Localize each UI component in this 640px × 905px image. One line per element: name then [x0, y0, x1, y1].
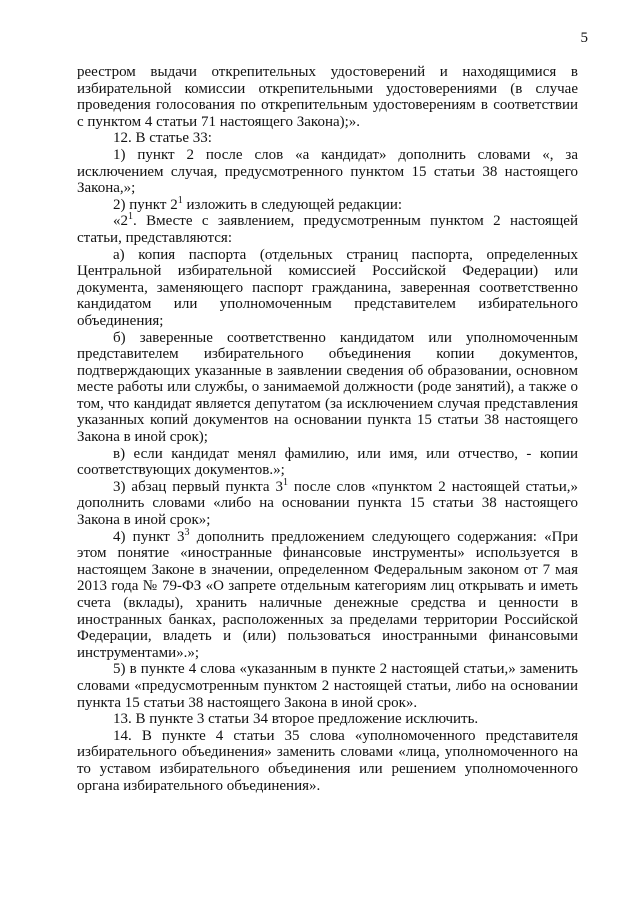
- paragraph: 12. В статье 33:: [113, 130, 212, 147]
- page-number: 5: [580, 30, 588, 46]
- superscript: 1: [282, 476, 288, 488]
- paragraph: 4) пункт $3^3$ дополнить предложением следующего содержания: «При этом понятие «иностранные финансовые инструменты» используется в настоящем Законе в значении, определенном Федеральным законом от 7 мая 2013 года № 79-ФЗ «О запрете отдельным категориям лиц открывать и иметь счета (вклады), хранить наличные денежные средства и ценности в иностранных банках, расположенных за пределами территории Российской Федерации, владеть и (или) пользоваться иностранными финансовыми инструментами».»;: [77, 526, 578, 661]
- paragraph: 3) абзац первый пункта $3^1$ после слов «пунктом 2 настоящей статьи,» дополнить словами «либо на основании пункта 15 статьи 38 настоящего Закона в иной срок»;: [77, 476, 579, 529]
- paragraph: реестром выдачи открепительных удостоверений и находящимися в избирательной комиссии открепительными удостоверениями (в случае проведения голосования по открепительным удостоверениям в соответствии с пунктом 4 статьи 71 настоящего Закона);».: [77, 64, 578, 130]
- paragraph: «$2^1$. Вместе с заявлением, предусмотренным пунктом 2 настоящей статьи, представляются:: [77, 211, 578, 246]
- paragraph: а) копия паспорта (отдельных страниц паспорта, определенных Центральной избирательной комиссией Российской Федерации) или документа, заменяющего паспорт гражданина, заверенная соответственно кандидатом или уполномоченным представителем избирательного объединения;: [77, 246, 578, 329]
- paragraph: 1) пункт 2 после слов «а кандидат» дополнить словами «, за исключением случая, предусмотренного пунктом 15 статьи 38 настоящего Закона,»;: [77, 146, 578, 197]
- superscript: 1: [177, 194, 183, 206]
- paragraph: в) если кандидат менял фамилию, или имя, или отчество, - копии соответствующих документов.»;: [77, 445, 578, 479]
- paragraph: 13. В пункте 3 статьи 34 второе предложение исключить.: [113, 711, 479, 728]
- paragraph: 2) пункт $2^1$ изложить в следующей редакции:: [113, 194, 403, 213]
- paragraph: 14. В пункте 4 статьи 35 слова «уполномоченного представителя избирательного объединения» заменить словами «лица, уполномоченного на то уставом избирательного объединения или решением уполномоченного органа избирательного объединения».: [77, 727, 578, 794]
- superscript: 1: [128, 211, 133, 223]
- paragraph: 5) в пункте 4 слова «указанным в пункте 2 настоящей статьи,» заменить словами «предусмотренным пунктом 2 настоящей статьи, либо на основании пункта 15 статьи 38 настоящего Закона в иной срок».: [77, 661, 578, 711]
- superscript: 3: [184, 526, 190, 538]
- paragraph: б) заверенные соответственно кандидатом или уполномоченным представителем избирательного объединения копии документов, подтверждающих указанные в заявлении сведения об образовании, основном месте работы или службы, о занимаемой должности (роде занятий), а также о том, что кандидат является депутатом (за исключением случая представления указанных копий документов на основании пункта 15 статьи 38 настоящего Закона в иной срок);: [77, 329, 578, 446]
- document-body: [77, 64, 578, 794]
